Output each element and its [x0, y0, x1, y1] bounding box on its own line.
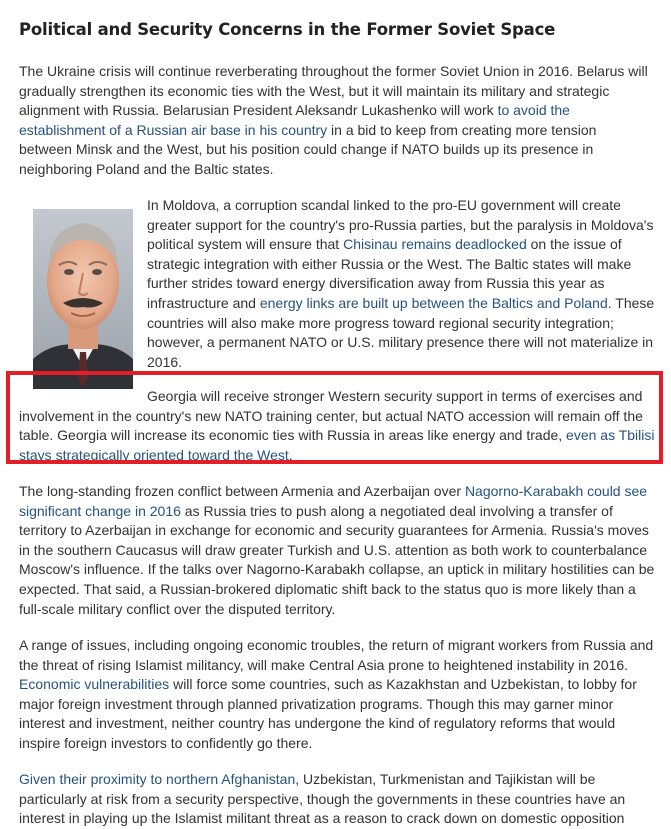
link-economic-vulnerabilities[interactable]: Economic vulnerabilities — [19, 676, 170, 693]
link-chisinau-deadlocked[interactable]: Chisinau remains deadlocked — [343, 236, 527, 253]
section-heading: Political and Security Concerns in the Former Soviet Space — [19, 20, 556, 39]
paragraph-text: , Uzbekistan, Turkmenistan and Tajikistan will be particularly at risk from a security perspective, though the governments in these countries have an interest in playing up the Islamist militant threat as a reason to crack down on domestic opposition — [19, 771, 626, 827]
paragraph-text: in a bid to keep from creating more tension between Minsk and the West, but his position could change if NATO builds up its presence in neighboring Poland and the Baltic states. — [19, 121, 597, 177]
link-russian-air-base[interactable]: to avoid the establishment of a Russian air base in his country — [19, 102, 570, 138]
paragraph-text: In Moldova, a corruption scandal linked to the pro-EU government will create greater support for the country's pro-Russia parties, but the paralysis in Moldova's political system will ensure that — [147, 197, 654, 253]
paragraph-text: The long-standing frozen conflict between Armenia and Azerbaijan over — [19, 483, 465, 499]
paragraph-text: A range of issues, including ongoing economic troubles, the return of migrant workers from Russia and the threat of rising Islamist militancy, will make Central Asia prone to heightened instability in 2016. — [19, 637, 654, 673]
link-proximity-afghanistan[interactable]: Given their proximity to northern Afghanistan — [19, 771, 296, 787]
paragraph-central-asia — [19, 636, 659, 754]
paragraph-text: Georgia will receive stronger Western security support in terms of exercises and involvement in the country's new NATO training center, but actual NATO accession will remain off the table. Georgia will increase its economic ties with Russia in areas like energy and trade, — [19, 388, 643, 444]
paragraph-text: on the issue of strategic integration with either Russia or the West. The Baltic states will make further strides toward energy diversification away from Russia this year as infrastructure and — [147, 236, 632, 311]
paragraph-afghanistan-proximity — [19, 770, 659, 829]
paragraph-moldova-baltics — [147, 196, 662, 372]
paragraph-belarus — [19, 62, 649, 180]
link-energy-links-baltics-poland[interactable]: energy links are built up between the Baltics and Poland — [259, 294, 608, 311]
link-nagorno-karabakh[interactable]: Nagorno-Karabakh could see significant change in 2016 — [19, 483, 648, 519]
paragraph-text: . These countries will also make more progress toward regional security integration; however, a permanent NATO or U.S. military presence there will not materialize in 2016. — [147, 294, 655, 370]
lukashenko-portrait-image — [33, 209, 133, 389]
link-tbilisi-oriented-west[interactable]: even as Tbilisi stays strategically oriented toward the West — [19, 427, 655, 463]
paragraph-text: The Ukraine crisis will continue reverberating throughout the former Soviet Union in 2016. Belarus will gradually strengthen its economic ties with the West, but it will maintain its military and strategic alignment with Russia. Belarusian President Aleksandr Lukashenko will work — [19, 63, 648, 119]
paragraph-text: will force some countries, such as Kazakhstan and Uzbekistan, to lobby for major foreign investment through planned privatization programs. Though this may garner minor interest and investment, neither country has undergone the kind of regulatory reforms that would inspire foreign investors to confidently go there. — [19, 676, 637, 751]
paragraph-georgia — [19, 387, 655, 465]
paragraph-text: as Russia tries to push along a negotiated deal involving a transfer of territory to Azerbaijan in exchange for economic and security guarantees for Armenia. Russia's moves in the southern Caucasus will draw greater Turkish and U.S. attention as both work to counterbalance Moscow's influence. If the talks over Nagorno-Karabakh collapse, an uptick in military hostilities can be expected. That said, a Russian-brokered diplomatic shift back to the status quo is more likely than a full-scale military conflict over the disputed territory. — [19, 502, 655, 617]
paragraph-text: . — [288, 446, 293, 463]
paragraph-armenia-azerbaijan — [19, 482, 659, 619]
